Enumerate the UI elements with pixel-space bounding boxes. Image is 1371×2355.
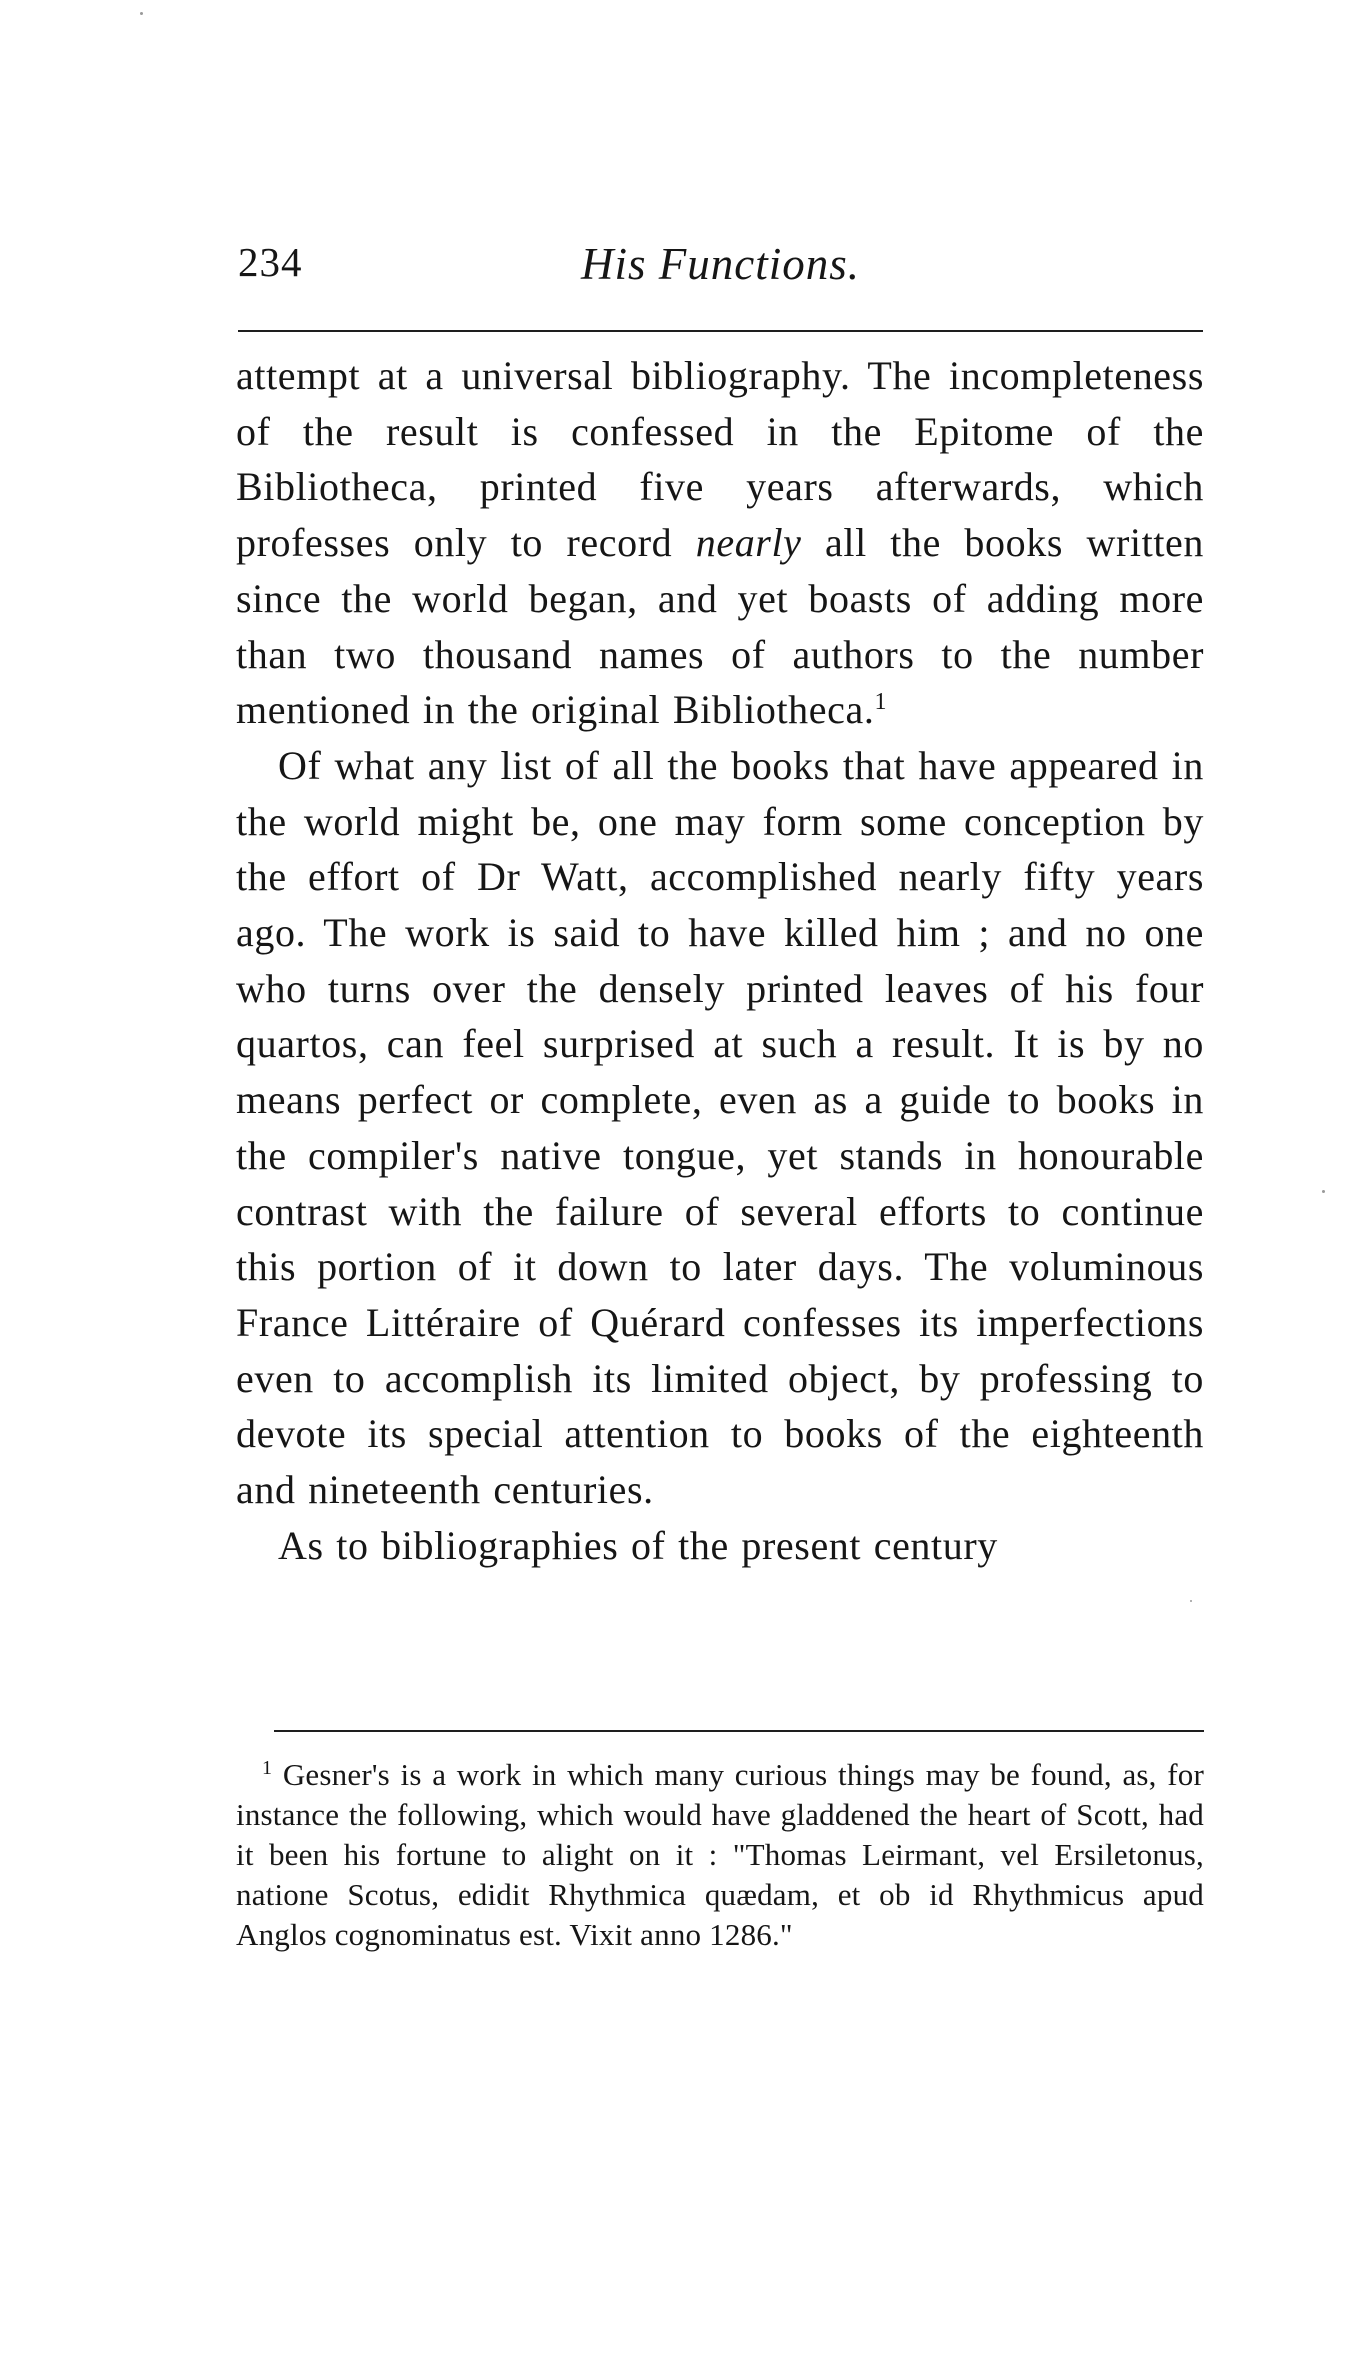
footnote-paragraph [236,1755,1204,1955]
page-number: 234 [238,239,303,285]
paper-speck [1190,1600,1192,1602]
header-rule [238,330,1203,332]
footnote [236,1755,1204,1955]
paragraph-1 [236,348,1204,738]
footnote-marker: 1 [262,1757,273,1779]
paper-speck [1322,1190,1325,1193]
paper-speck [140,12,143,15]
paragraph-3: As to bibliographies of the present century [278,1522,998,1568]
running-title: His Functions. [581,239,860,289]
footnote-text: Gesner's is a work in which many curious things may be found, as, for instance the following, which would have gladdened the heart of Scott, had it been his fortune to alight on it : "Thomas Leirmant, vel Ersiletonus, natione Scotus, edidit Rhythmica quædam, et ob id Rhythmicus apud Anglos cognominatus est. Vixit anno 1286." [236,1757,1205,1952]
footnote-rule [274,1730,1204,1732]
paragraph-1-text-b: all the books written since the world began, and yet boasts of adding more than two thousand names of authors to the number mentioned in the original Bibliotheca. [236,520,1204,733]
main-text [236,348,1204,1573]
paragraph-2: Of what any list of all the books that have appeared in the world might be, one may form some conception by the effort of Dr Watt, accomplished nearly fifty years ago. The work is said to have killed him ; and no one who turns over the densely printed leaves of his four quartos, can feel surprised at such a result. It is by no means perfect or complete, even as a guide to books in the compiler's native tongue, yet stands in honourable contrast with the failure of several efforts to continue this portion of it down to later days. The voluminous France Littéraire of Quérard confesses its imperfections even to accomplish its limited object, by professing to devote its special attention to books of the eighteenth and nineteenth centuries. [236,742,1204,1513]
page-header [238,238,1203,298]
paragraph-1-text-a: attempt at a universal bibliography. The incompleteness of the result is confessed in the Epitome of the Bibliotheca, printed five years afterwards, which professes only to record [236,353,1204,566]
footnote-reference: 1 [874,689,888,716]
paragraph-1-italic-word: nearly [695,520,802,566]
